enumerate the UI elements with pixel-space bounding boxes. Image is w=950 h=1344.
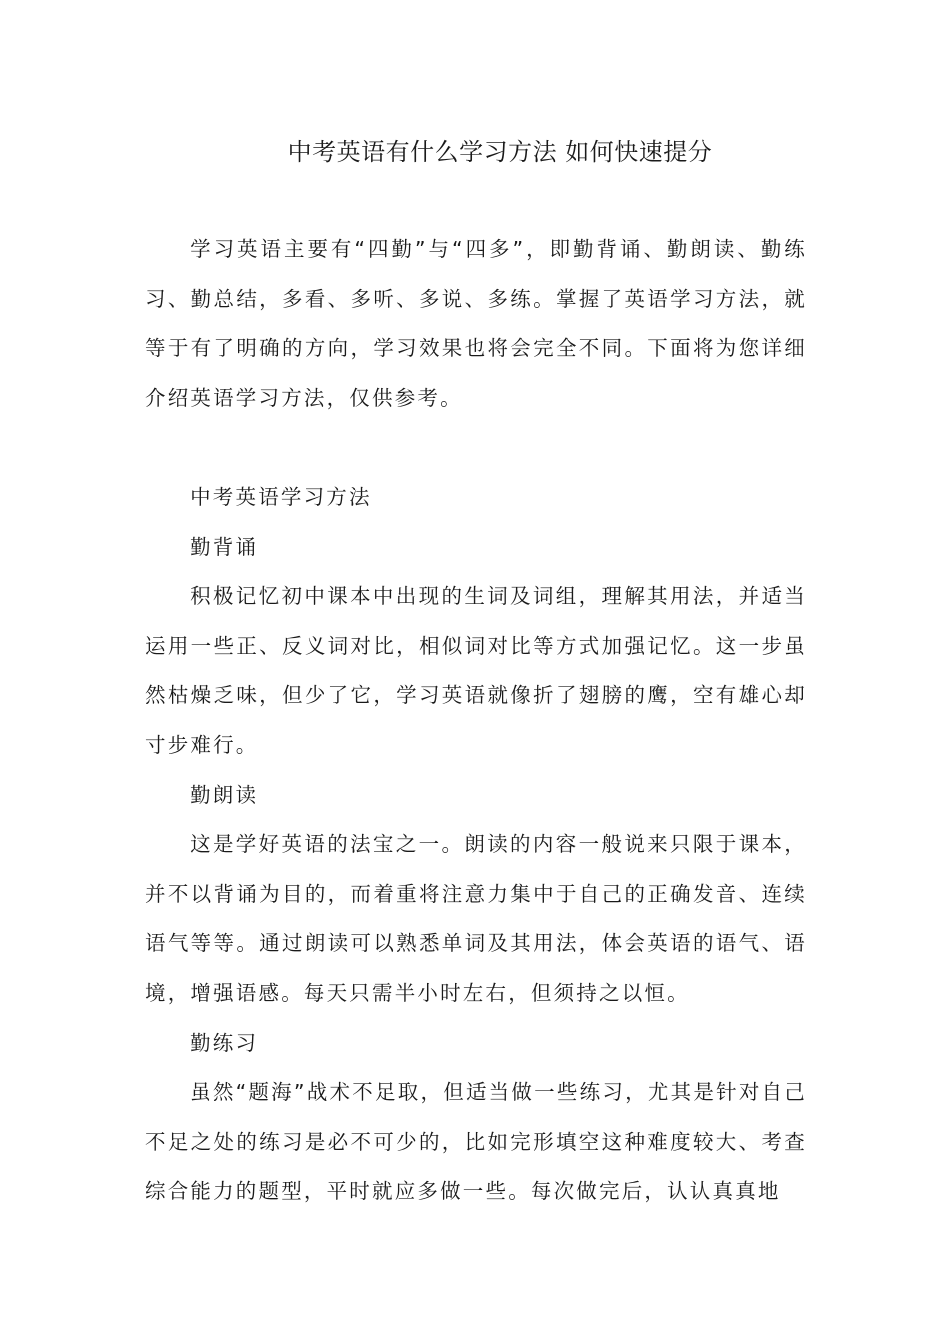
blank-line	[145, 423, 807, 473]
subheading-recite: 勤背诵	[190, 534, 259, 559]
paragraph-read-aloud: 这是学好英语的法宝之一。朗读的内容一般说来只限于课本，并不以背诵为目的，而着重将注意力集中于自己的正确发音、连续语气等等。通过朗读可以熟悉单词及其用法，体会英语的语气、语境，增强语感。每天只需半小时左右，但须持之以恒。	[145, 832, 807, 1005]
subheading-read-aloud: 勤朗读	[190, 782, 259, 807]
subheading-practice: 勤练习	[190, 1030, 259, 1055]
section-title: 中考英语学习方法	[190, 484, 372, 509]
paragraph-practice: 虽然“题海”战术不足取，但适当做一些练习，尤其是针对自己不足之处的练习是必不可少的，比如完形填空这种难度较大、考查综合能力的题型，平时就应多做一些。每次做完后，认认真真地	[145, 1080, 807, 1204]
paragraph-recite: 积极记忆初中课本中出现的生词及词组，理解其用法，并适当运用一些正、反义词对比，相似词对比等方式加强记忆。这一步虽然枯燥乏味，但少了它，学习英语就像折了翅膀的鹰，空有雄心却寸步难行。	[145, 584, 807, 757]
document-title: 中考英语有什么学习方法 如何快速提分	[287, 138, 713, 166]
intro-paragraph: 学习英语主要有“四勤”与“四多”，即勤背诵、勤朗读、勤练习、勤总结，多看、多听、多说、多练。掌握了英语学习方法，就等于有了明确的方向，学习效果也将会完全不同。下面将为您详细介绍英语学习方法，仅供参考。	[145, 237, 807, 410]
document-body	[145, 225, 807, 1217]
